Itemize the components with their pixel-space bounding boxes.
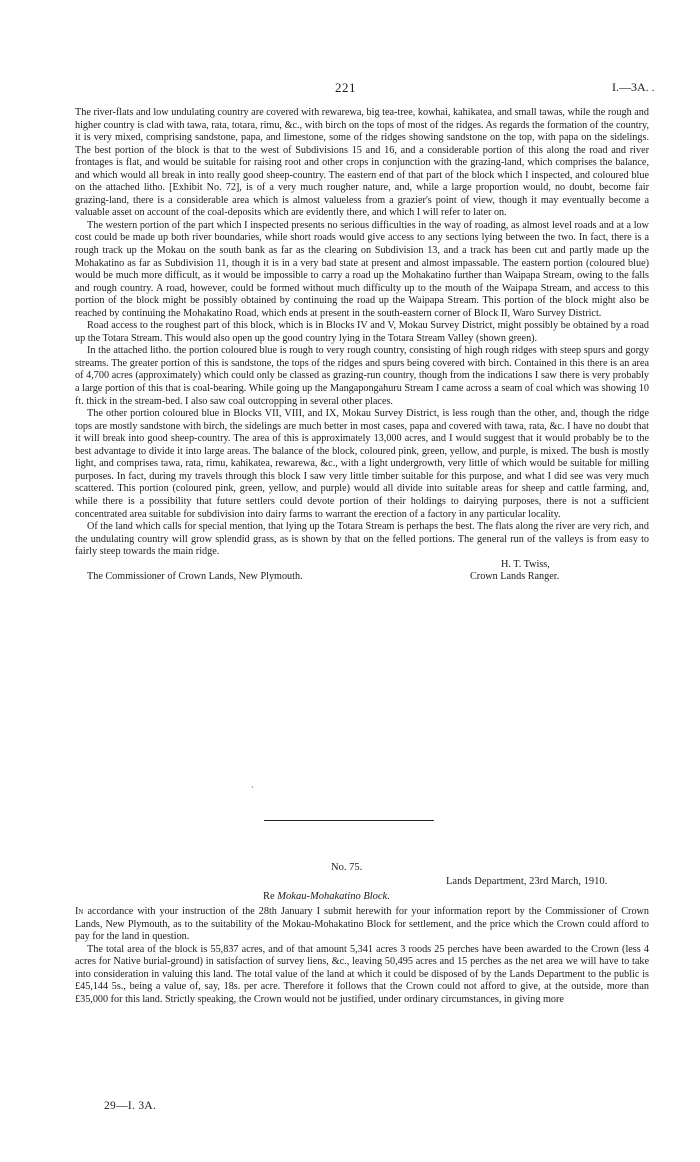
paragraph [75, 906, 649, 944]
paragraph: The other portion coloured blue in Blocks VII, VIII, and IX, Mokau Survey District, is less rough than the other, and, though the ridge tops are mostly sandstone with birch, the sidelings are much better in most cases, papa and covered with tawa, rata, &c. I have no doubt that it will break into good sheep-country. The area of this is approximately 13,000 acres, and I would suggest that it would probably be to the best advantage to divide it into large areas. The balance of the block, coloured pink, green, yellow, and purple, is mixed. The bush is mostly light, and comprises tawa, rata, rimu, kahikatea, rewarewa, &c., with a light undergrowth, very little of which would be suitable for milling purposes. In fact, during my travels through this block I saw very little timber suitable for this purpose, and what I did see was very much scattered. This portion (coloured pink, green, yellow, and purple) would all divide into suitable areas for sheep and cattle farming, and, while there is a possibility that future settlers could devote portion of their holdings to dairying purposes, there is not a sufficient concentrated area suitable for subdivision into dairy farms to warrant the erection of a factory in any particular locality. [75, 408, 649, 520]
paragraph: The western portion of the part which I inspected presents no serious difficulties in the way of roading, as almost level roads and at a low cost could be made up both river boundaries, while short roads would give access to any sections lying between the two. In fact, there is a rough track up the Mokau on the south bank as far as the clearing on Subdivision 13, and a track has been cut and partly made up the Mohakatino as far as Subdivision 11, though it is in a very bad state at present and almost impassable. The eastern portion (coloured blue) would be much more difficult, as it would be impossible to carry a road up the Mohakatino further than Waipapa Stream, owing to the falls and rough country. A road, however, could be formed without much difficulty up to the mouth of the Waipapa Stream, and access to this portion of the block might be possibly obtained by continuing the road up the Waipapa Stream. This portion of the block might also be reached by continuing the Mohakatino Road, which ends at present in the south-eastern corner of Block II, Waro Survey District. [75, 219, 649, 319]
paragraph: The total area of the block is 55,837 acres, and of that amount 5,341 acres 3 roods 25 perches have been awarded to the Crown (less 4 acres for Native burial-ground) in satisfaction of survey liens, &c., leaving 50,495 acres and 15 perches as the net area we will have to take into consideration in valuing this land. The total value of the land at which it could be disposed of by the Lands Department to the public is £45,144 5s., being a value of, say, 18s. per acre. Therefore it follows that the Crown could not afford to give, at the outside, more than £35,000 for this land. Strictly speaking, the Crown would not be justified, under ordinary circumstances, in giving more [75, 943, 649, 1005]
document-number: No. 75. [331, 862, 363, 873]
addressee-row [75, 571, 649, 584]
paragraph: The river-flats and low undulating country are covered with rewarewa, big tea-tree, kowhai, kahikatea, and small tawas, while the rough and higher country is clad with tawa, rata, totara, rimu, &c., with birch on the tops of most of the ridges. As regards the formation of the country, it is very mixed, comprising sandstone, papa, and limestone, some of the ridges showing sandstone on the top, with papa on the sidelings. The best portion of the block is that to the west of Subdivisions 15 and 16, and a considerable portion of this along the road and river frontages is flat, and would be suitable for raising root and other crops in conjunction with the grazing-land, which comprises the balance, and which would all break in into really good sheep-country. The eastern end of that part of the block which I inspected, and coloured blue on the attached litho. [Exhibit No. 72], is of a very much rougher nature, and, while a large proportion would, no doubt, become fair grazing-land, there is a considerable area which is almost valueless from a grazier's point of view, though it may eventually become a valuable asset on account of the coal-deposits which are evidently there, and which I will refer to later on. [75, 107, 649, 219]
printer-signature-mark: 29—I. 3A. [104, 1100, 157, 1112]
department-report [75, 906, 649, 1006]
signature-name: H. T. Twiss, [501, 558, 550, 570]
paragraph: In the attached litho. the portion coloured blue is rough to very rough country, consisting of high rough ridges with steep spurs and gorgy streams. The greater portion of this is sandstone, the tops of the ridges and spurs being covered with birch. Contained in this there is an area of 4,700 acres (approximately) which could only be classed as grazing-run country, though from the indications I saw there is very probably a large portion of this that is coal-bearing. While going up the Mangapongahuru Stream I came across a seam of coal which was showing 10 ft. thick in the stream-bed. I also saw coal outcropping in several other places. [75, 345, 649, 407]
signature-title: Crown Lands Ranger. [470, 571, 560, 583]
page-number: 221 [335, 80, 356, 95]
paragraph-text: accordance with your instruction of the 28th January I submit herewith for your information report by the Commissioner of Crown Lands, New Plymouth, as to the suitability of the Mokau-Mohakatino Block for settlement, and the price which the Crown could afford to pay for the land in question. [75, 906, 649, 943]
subject-prefix: Re [263, 891, 275, 902]
page-reference: I.—3A. . [612, 80, 655, 94]
paragraph: Of the land which calls for special mention, that lying up the Totara Stream is perhaps the best. The flats along the river are very rich, and the undulating country will grow splendid grass, as is shown by that on the felled portions. The general run of the valleys is from easy to fairly steep towards the main ridge. [75, 521, 649, 558]
document-dateline: Lands Department, 23rd March, 1910. [446, 876, 608, 887]
paragraph: Road access to the roughest part of this block, which is in Blocks IV and V, Mokau Survey District, might possibly be obtained by a road up the Totara Stream. This would also open up the good country lying in the Totara Stream Valley (shown green). [75, 320, 649, 344]
signature-row [75, 559, 649, 572]
addressee: The Commissioner of Crown Lands, New Plymouth. [87, 571, 303, 583]
document-subject [263, 891, 390, 902]
section-divider [264, 820, 434, 821]
lead-words: In [75, 906, 84, 917]
subject-title: Mokau-Mohakatino Block. [277, 891, 390, 902]
stray-mark: · [251, 783, 254, 792]
ranger-report [75, 107, 649, 584]
